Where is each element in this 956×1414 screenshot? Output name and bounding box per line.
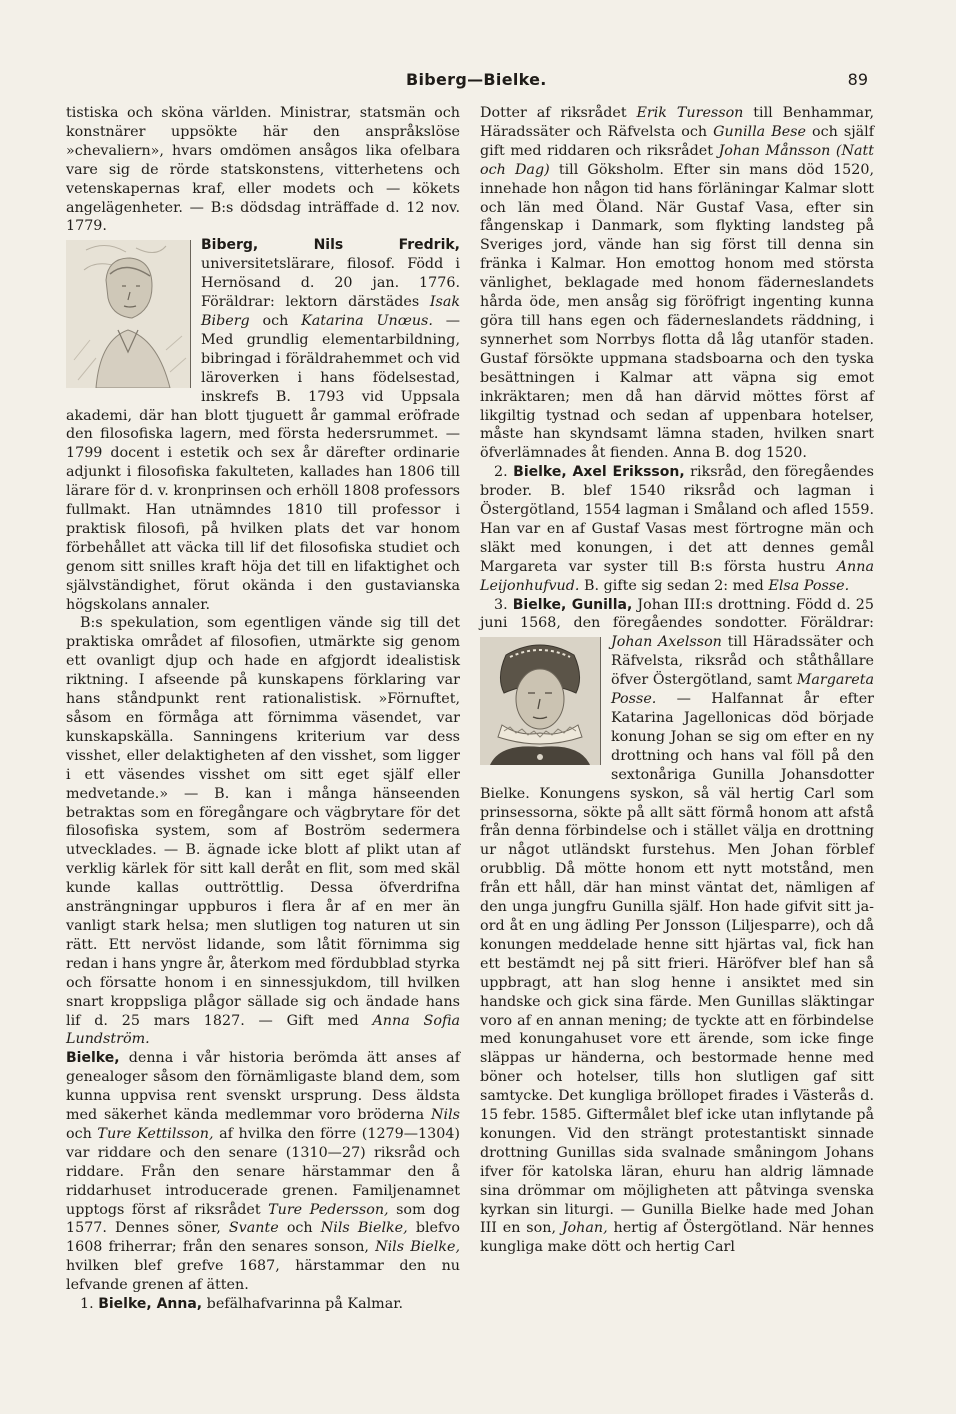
entry-biberg: Biberg, Nils Fredrik, universitetslärare, filosof. Född i Hernösand d. 20 jan. 1776. Föräldrar: lektorn därstädes Isak Biberg och Katarina Unœus. — Med grundlig elementarbildning, bibringad i föräldrahemmet och vid läroverken i hans födelsestad, inskrefs B. 1793 vid Uppsala akademi, där han blott tjuguett år gammal eröfrade den filosofiska lagern, med första hedersrummet. — 1799 docent i estetik och sex år därefter ordinarie adjunkt i filosofiska fakulteten, kallades han 1806 till lärare för d. v. kronprinsen och erhöll 1808 professors fullmakt. Han utnämndes 1810 till professor i praktisk filosofi, på hvilken plats det var honom förbehållet att väcka till lif det filosofiska studiet och genom sitt snilles kraft höja det till en lifaktighet och självständighet, förut okända i den gustavianska högskolans annaler. <box>66 237 461 613</box>
page-number: 89 <box>847 70 868 89</box>
spouse-name: Anna Sofia Lundström. <box>66 1012 461 1048</box>
paragraph-continuation: tistiska och sköna världen. Ministrar, statsmän och konstnärer uppsökte här den anspråkslöse »chevaliern», hvars omdömen ansågos lika ofelbara vare sig de rörde statskonstens, vitterhetens och vetenskapernas kraf, eller modets och — kökets angelägenheter. — B:s dödsdag inträffade d. 12 nov. 1779. <box>66 105 460 235</box>
entry-heading: Bielke, Axel Eriksson, <box>513 464 685 481</box>
entry-heading: Bielke, Anna, <box>98 1296 203 1313</box>
running-title: Biberg—Bielke. <box>406 70 547 89</box>
entry-bielke-axel: 2. Bielke, Axel Eriksson, riksråd, den föregåendes broder. B. blef 1540 riksråd och lagman i Östergötland, 1554 lagman i Småland och afled 1559. Han var en af Gustaf Vasas mest förtrogne män och släkt med konungen, i det att dennes gemål Margareta var syster till B:s första hustru Anna Leijonhufvud. B. gifte sig sedan 2: med Elsa Posse. <box>480 464 874 594</box>
entry-bielke: Bielke, denna i vår historia berömda ätt anses af genealoger såsom den förnämligaste bland dem, som kunna uppvisa rent svenskt ursprung. Dess äldsta med säkerhet kända medlemmar voro bröderna Nils och Ture Kettilsson, af hvilka den förre (1279—1304) var riddare och den senare (1310—27) riksråd och riddare. Från den senare härstammar den å riddarhuset introducerade grenen. Familjenamnet upptogs först af riksrådet Ture Pedersson, som dog 1577. Dennes söner, Svante och Nils Bielke, blefvo 1608 friherrar; från den senares sonson, Nils Bielke, hvilken blef grefve 1687, härstammar den nu lefvande grenen af ätten. <box>66 1050 460 1294</box>
entry-bielke-anna: 1. Bielke, Anna, befälhafvarinna på Kalmar. <box>80 1296 404 1313</box>
entry-heading: Biberg, Nils Fredrik, <box>201 237 460 254</box>
entry-heading: Bielke, Gunilla, <box>512 596 633 613</box>
portrait-biberg-image <box>66 240 191 388</box>
entry-bielke-gunilla: 3. Bielke, Gunilla, Johan III:s drottning. Född d. 25 juni 1568, den föregåendes sondotter. Föräldrar: Johan Axelsson till Häradssäter och Räfvelsta, riksråd och ståthållare öfver Östergötland, samt Margareta Posse. — Halfannat år efter Katarina Jagellonicas död började konung Johan se sig om efter en ny drottning och hans val föll på den sextonåriga Gunilla Johansdotter Bielke. Konungens syskon, så väl hertig Carl som prinsessorna, sökte på allt sätt förmå honom att afstå från denna förbindelse och i stället välja en drottning ur något utländskt furstehus. Men Johan förblef orubblig. Då mötte honom ett nytt motstånd, men från ett håll, där han minst väntat det, nämligen af den unga jungfru Gunilla själf. Hon hade gifvit sitt ja-ord åt en ung ädling Per Jonsson (Liljesparre), och då konungen meddelade henne sitt hjärtas val, fick han ett bestämdt nej på sitt frieri. Häröfver blef han så uppbragt, att han slog henne i ansiktet med sin handske och gick sina färde. Men Gunillas släktingar voro af en annan mening; de tyckte att en förbindelse med konungahuset vore ett ärende, som icke finge släppas ur händerna, och bestormade henne med böner och hotelser, tills hon slutligen gaf sitt samtycke. Det kungliga bröllopet firades i Västerås d. 15 febr. 1585. Giftermålet blef icke utan inflytande på konungen. Vid den strängt protestantiskt sinnade drottning Gunillas sida svalnade småningom Johans ifver för katolska läran, ehuru han aldrig lämnade sina drömmar om möjligheten att påtvinga svenska kyrkan sin liturgi. — Gunilla Bielke hade med Johan III en son, Johan, hertig af Östergötland. När hennes kungliga make dött och hertig Carl <box>480 596 874 1256</box>
left-column <box>66 104 460 1314</box>
paragraph-anna-continuation: Dotter af riksrådet Erik Turesson till Benhammar, Häradssäter och Räfvelsta och Gunilla Bese och själf gift med riddaren och riksrådet Johan Månsson (Natt och Dag) till Göksholm. Efter sin mans död 1520, innehade hon någon tid hans förläningar Kalmar slott och län med Öland. När Gustaf Vasa, efter sin fångenskap i Danmark, som flykting landsteg på Sveriges jord, vände han sig först till denna sin fränka i Kalmar. Hon emottog honom med största vänlighet, beklagade med honom fäderneslandets hårda öde, men ansåg sig föröfrigt ingenting kunna göra till hans egen och fäderneslandets räddning, i synnerhet som Norrbys flotta då låg utanför staden. Gustaf försökte uppmana stadsboarna och den tyska besättningen i Kalmar att väpna sig emot inkräktaren; men då han därvid möttes först af likgiltig tystnad och sedan af uppenbara hotelser, måste han skyndsamt lämna staden, hvilken snart öfverlämnades åt fienden. Anna B. dog 1520. <box>480 105 875 462</box>
right-column <box>480 104 874 1257</box>
portrait-gunilla-image <box>480 637 601 765</box>
paragraph-biberg-philosophy: B:s spekulation, som egentligen vände sig till det praktiska området af filosofien, utmärkte sig genom ett ovanligt djup och hade en afgjordt idealistisk riktning. I afseende på kunskapens förklaring var hans ståndpunkt rent rationalistisk. »Förnuftet, såsom en förmåga att förnimma väsendet, var kunskapskälla. Sanningens kriterium var dess visshet, eller delaktigheten af den visshet, som ligger i ett väsendes visshet om sitt eget själf eller medvetande.» — B. kan i många hänseenden betraktas som en föregångare och vägbrytare för det filosofiska system, som af Boström sedermera utvecklades. — B. ägnade icke blott af plikt utan af verklig kärlek för sitt kall deråt en flit, som med skäl kunde kallas outtröttlig. Dessa öfverdrifna ansträngningar uppburos i flera år af en mer än vanligt stark helsa; men slutligen tog naturen ut sin rätt. Ett nervöst lidande, som låtit förnimma sig redan i hans yngre år, återkom med fördubblad styrka och försatte honom i en sinnessjukdom, till hvilken snart kroppsliga plågor sällade sig och ändade hans lif d. 25 mars 1827. — Gift med Anna Sofia Lundström. <box>66 615 461 1048</box>
page-header <box>66 70 868 94</box>
entry-heading: Bielke, <box>66 1050 120 1067</box>
